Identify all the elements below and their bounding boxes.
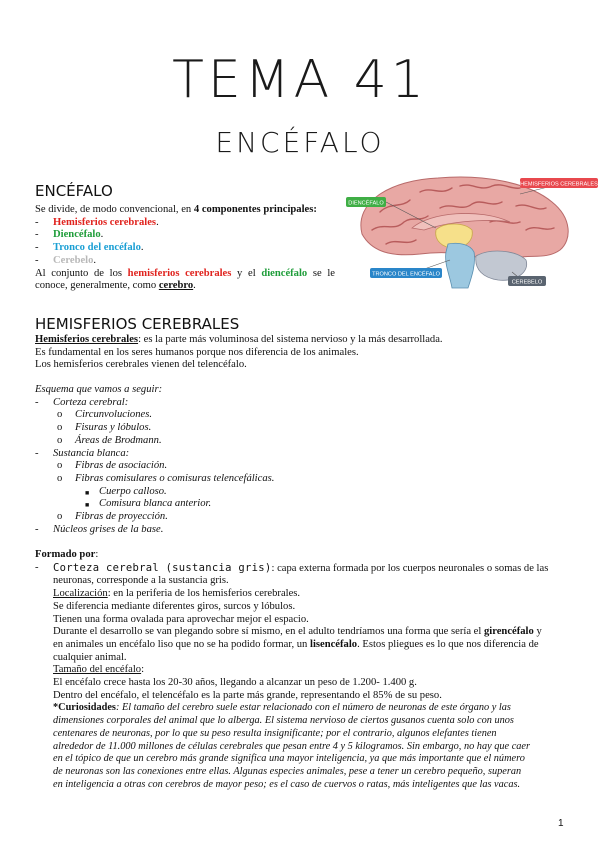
list-item: - Corteza cerebral: <box>35 396 129 408</box>
page-number: 1 <box>558 818 564 829</box>
paragraph: Durante el desarrollo se van plegando sobre sí mismo, en el adulto tendríamos una forma que sería el girencéfalo y <box>53 626 542 638</box>
label-hemisferios: HEMISFERIOS CEREBRALES <box>520 181 598 188</box>
list-item: - Hemisferios cerebrales. <box>35 216 159 228</box>
list-item: - Sustancia blanca: <box>35 447 130 459</box>
cerebellum-shape <box>476 251 527 280</box>
page-subtitle: ENCÉFALO <box>215 126 385 159</box>
paragraph: Es fundamental en los seres humanos porque nos diferencia de los animales. <box>35 346 359 358</box>
list-item: o Áreas de Brodmann. <box>57 434 162 446</box>
formado-heading: Formado por: <box>35 549 99 560</box>
paragraph: Tienen una forma ovalada para aprovechar mejor el espacio. <box>53 613 309 625</box>
paragraph: Dentro del encéfalo, el telencéfalo es la parte más grande, representando el 85% de su peso. <box>53 689 442 701</box>
formado-section <box>35 549 570 791</box>
corteza-line: - Corteza cerebral (sustancia gris): capa externa formada por los cuerpos neuronales o somas de las <box>35 561 549 574</box>
list-item: o Fibras de proyección. <box>57 511 168 523</box>
list-item: o Circunvoluciones. <box>57 409 152 421</box>
paragraph: Los hemisferios cerebrales vienen del telencéfalo. <box>35 359 247 371</box>
summary-line: Al conjunto de los hemisferios cerebrales y el diencéfalo se le <box>35 267 336 279</box>
label-tronco: TRONCO DEL ENCÉFALO <box>372 271 440 278</box>
paragraph: Se diferencia mediante diferentes giros, surcos y lóbulos. <box>53 600 296 612</box>
paragraph: El encéfalo crece hasta los 20-30 años, llegando a alcanzar un peso de 1.200- 1.400 g. <box>53 677 417 689</box>
size-heading: Tamaño del encéfalo: <box>53 664 145 676</box>
summary-line-2: conoce, generalmente, como cerebro. <box>35 280 196 292</box>
paragraph: neuronas, corresponde a la sustancia gris. <box>53 575 229 587</box>
list-item: o Fisuras y lóbulos. <box>57 422 152 434</box>
corteza-block <box>35 575 570 791</box>
list-item: - Diencéfalo. <box>35 229 104 241</box>
intro-line: Se divide, de modo convencional, en 4 componentes principales: <box>35 204 317 215</box>
list-item: ■ Comisura blanca anterior. <box>85 498 212 510</box>
scheme-list <box>35 384 570 536</box>
list-item: - Núcleos grises de la base. <box>35 523 164 535</box>
label-cerebelo: CEREBELO <box>511 279 543 286</box>
scheme-title: Esquema que vamos a seguir: <box>35 384 163 395</box>
list-item: o Fibras comisulares o comisuras telencefálicas. <box>57 472 275 484</box>
paragraph: cualquier animal. <box>53 651 127 663</box>
section-heading-hemisferios: HEMISFERIOS CEREBRALES <box>35 315 240 333</box>
localizacion-line: Localización: en la periferia de los hemisferios cerebrales. <box>53 588 301 600</box>
label-diencefalo: DIENCÉFALO <box>348 200 384 207</box>
list-item: - Cerebelo. <box>35 254 97 266</box>
list-item: - Tronco del encéfalo. <box>35 242 144 254</box>
paragraph: en animales un encéfalo liso que no se ha podido formar, un lisencéfalo. Estos pliegues es lo que nos diferencia de <box>53 638 539 650</box>
definition-line: Hemisferios cerebrales: es la parte más voluminosa del sistema nervioso y la más desarrollada. <box>35 334 443 345</box>
list-item: ■ Cuerpo calloso. <box>85 485 167 497</box>
curiosidades: *Curiosidades: El tamaño del cerebro suele estar relacionado con el número de neuronas de este órgano y las dimensiones corporales del animal que lo alberga. El sistema nervioso de ciertos gusanos cuenta solo con unos centenares de neuronas, por lo que su peso resulta insignificante; por el contrario, algunos elefantes tienen alrededor de 11.000 millones de células cerebrales que pesan entre 4 y 5 kilogramos. Sin embargo, no hay que caer en el tópico de que un cerebro más grande significa una mayor inteligencia, ya que más importante que el número de neuronas son las conexiones entre ellas. Algunas especies animales, pese a tener un cerebro pequeño, superan en inteligencia a otras con cerebros de mayor peso; es el caso de cuervos o ratas, más inteligentes que las vacas. <box>53 702 530 790</box>
brainstem-shape <box>446 243 475 288</box>
page-title: TEMA 41 <box>172 50 428 110</box>
section-heading-encefalo: ENCÉFALO <box>35 182 113 200</box>
section1-text <box>35 204 335 293</box>
list-item: o Fibras de asociación. <box>57 460 168 472</box>
section2-intro <box>35 334 570 372</box>
brain-diagram <box>340 172 598 290</box>
